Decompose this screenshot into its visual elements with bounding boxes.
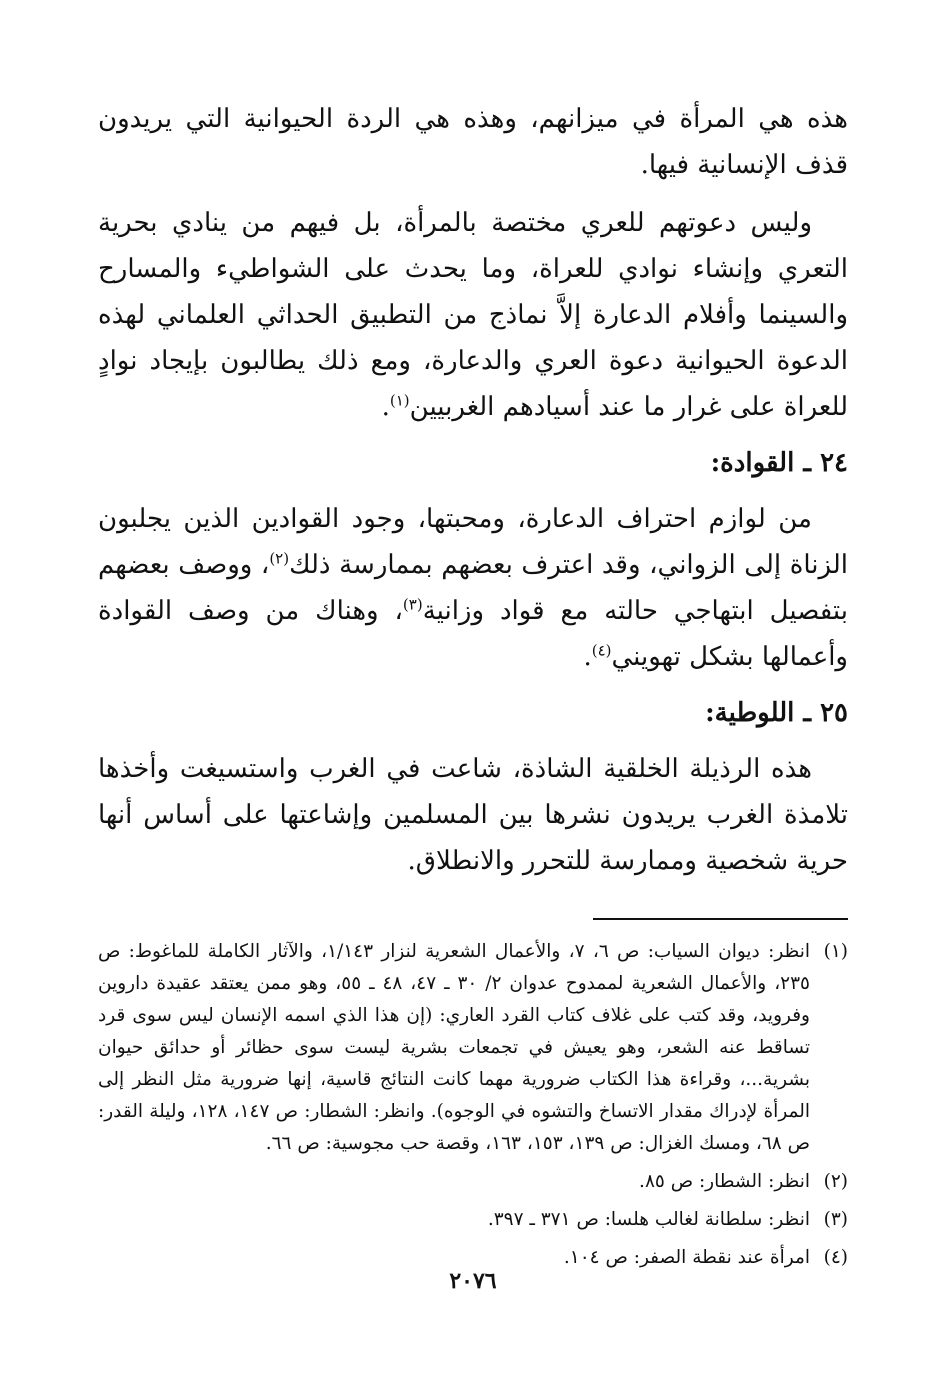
paragraph-3-text-a: من لوازم احتراف الدعارة، ومحبتها، وجود القوادين الذين يجلبون الزناة إلى الزواني، وقد اعترف بعضهم بممارسة ذلك (98, 504, 848, 580)
paragraph-4-text: هذه الرذيلة الخلقية الشاذة، شاعت في الغرب واستسيغت وأخذها تلامذة الغرب يريدون نشرها بين المسلمين وإشاعتها على أساس أنها حرية شخصية وممارسة للتحرر والانطلاق. (98, 754, 848, 876)
footnote-1-number: (١) (823, 941, 848, 962)
footnote-3 (98, 1204, 848, 1236)
footnote-divider (593, 918, 848, 920)
footnote-ref-1[interactable]: (١) (389, 391, 410, 410)
footnote-3-text: انظر: سلطانة لغالب هلسا: ص ٣٧١ ـ ٣٩٧. (487, 1209, 810, 1230)
section-heading-24: ٢٤ ـ القوادة: (710, 448, 848, 478)
footnote-1-text: انظر: ديوان السياب: ص ٦، ٧، والأعمال الشعرية لنزار ١/١٤٣، والآثار الكاملة للماغوط: ص ٢٣٥، والأعمال الشعرية لممدوح عدوان ٢/ ٣٠ ـ ٤٧، ٤٨ ـ ٥٥، وهو ممن يعتقد عقيدة داروين وفرويد، وقد كتب على غلاف كتاب القرد العاري: (إن هذا الذي اسمه الإنسان ليس سوى قرد تساقط عنه الشعر، وهو يعيش في تجمعات بشرية ليست سوى حظائر أو حدائق حيوان بشرية...، وقراءة هذا الكتاب ضرورية مهما كانت النتائج قاسية، إنها ضرورية مثل النظر إلى المرأة لإدراك مقدار الاتساخ والتشوه في الوجوه). وانظر: الشطار: ص ١٤٧، ١٢٨، وليلة القدر: ص ٦٨، ومسك الغزال: ص ١٣٩، ١٥٣، ١٦٣، وقصة حب مجوسية: ص ٦٦. (98, 941, 810, 1154)
paragraph-3-text-c: ، وهناك من وصف القوادة وأعمالها بشكل تهويني (98, 596, 848, 672)
paragraph-3-end: . (583, 642, 592, 672)
footnote-2-text: انظر: الشطار: ص ٨٥. (639, 1171, 810, 1192)
footnote-ref-4[interactable]: (٤) (591, 641, 612, 660)
footnote-3-number: (٣) (823, 1209, 848, 1230)
paragraph-1-text: هذه هي المرأة في ميزانهم، وهذه هي الردة الحيوانية التي يريدون قذف الإنسانية فيها. (98, 104, 848, 180)
footnote-1 (98, 936, 848, 1160)
footnote-2-number: (٢) (823, 1171, 848, 1192)
paragraph-2 (98, 200, 848, 430)
footnote-2 (98, 1166, 848, 1198)
paragraph-4 (98, 746, 848, 884)
footnote-ref-3[interactable]: (٣) (402, 595, 423, 614)
paragraph-2-end: . (381, 392, 390, 422)
page-content (98, 96, 848, 1385)
footnote-ref-2[interactable]: (٢) (269, 549, 290, 568)
page-number: ٢٠٧٦ (449, 1268, 497, 1294)
paragraph-1 (98, 96, 848, 188)
paragraph-2-text: وليس دعوتهم للعري مختصة بالمرأة، بل فيهم من ينادي بحرية التعري وإنشاء نوادي للعراة، وما يحدث على الشواطيء والمسارح والسينما وأفلام الدعارة إلاَّ نماذج من التطبيق الحداثي العلماني لهذه الدعوة الحيوانية دعوة العري والدعارة، ومع ذلك يطالبون بإيجاد نوادٍ للعراة على غرار ما عند أسيادهم الغربيين (98, 208, 848, 422)
paragraph-3-text-b: ، ووصف بعضهم بتفصيل ابتهاجي حالته مع قواد وزانية (98, 550, 848, 626)
footnote-4-number: (٤) (823, 1247, 848, 1268)
paragraph-3 (98, 496, 848, 680)
section-heading-25: ٢٥ ـ اللوطية: (705, 698, 848, 728)
footnote-4-text: امرأة عند نقطة الصفر: ص ١٠٤. (563, 1247, 810, 1268)
